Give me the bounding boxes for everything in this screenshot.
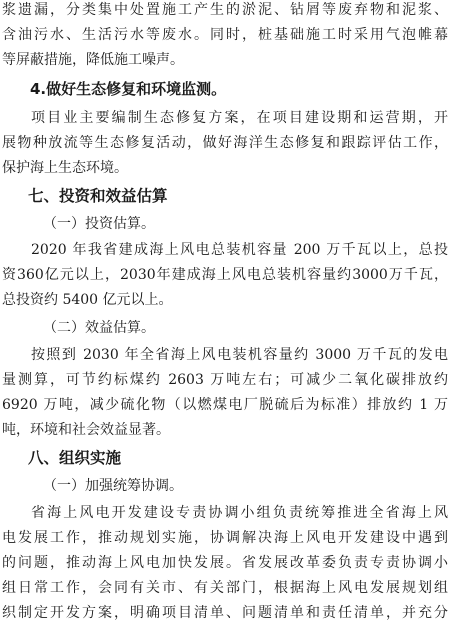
paragraph-line: 等屏蔽措施，降低施工噪声。 xyxy=(2,52,184,68)
paragraph-line: 总投资约 5400 亿元以上。 xyxy=(2,292,173,308)
paragraph-line: 浆遗漏，分类集中处置施工产生的淤泥、钻屑等废弃物和泥浆、 xyxy=(2,2,448,18)
paragraph-line: 电发展工作，推动规划实施，协调解决海上风电开发建设中遇到 xyxy=(2,530,448,546)
paragraph-line: 量测算，可节约标煤约 2603 万吨左右；可减少二氧化碳排放约 xyxy=(2,372,448,388)
paragraph-line: 的问题，推动海上风电加快发展。省发展改革委负责专责协调小 xyxy=(2,555,448,571)
paragraph-line: 资360亿元以上，2030年建成海上风电总装机容量约3000万千瓦， xyxy=(2,267,448,283)
paragraph-line: 保护海上生态环境。 xyxy=(2,160,128,176)
paragraph-line: 织制定开发方案，明确项目清单、问题清单和责任清单，并充分 xyxy=(2,605,448,621)
paragraph-line: 2020 年我省建成海上风电总装机容量 200 万千瓦以上，总投 xyxy=(31,242,448,258)
paragraph-line: 组日常工作，会同有关市、有关部门，根据海上风电发展规划组 xyxy=(2,580,448,596)
paragraph-line: 项目业主要编制生态修复方案，在项目建设期和运营期，开 xyxy=(31,110,448,126)
paragraph-line: 含油污水、生活污水等废水。同时，桩基础施工时采用气泡帷幕 xyxy=(2,27,448,43)
paragraph-line: 省海上风电开发建设专责协调小组负责统筹推进全省海上风 xyxy=(31,505,448,521)
section-subheading: 4.做好生态修复和环境监测。 xyxy=(30,80,227,98)
subsection-heading: （一）加强统筹协调。 xyxy=(43,478,183,494)
paragraph-line: 展物种放流等生态修复活动，做好海洋生态修复和跟踪评估工作， xyxy=(2,135,448,151)
paragraph-line: 吨，环境和社会效益显著。 xyxy=(2,422,170,438)
paragraph-line: 6920 万吨，减少硫化物（以燃煤电厂脱硫后为标准）排放约 1 万 xyxy=(2,397,448,413)
subsection-heading: （一）投资估算。 xyxy=(43,216,155,232)
section-heading: 七、投资和效益估算 xyxy=(28,187,168,205)
subsection-heading: （二）效益估算。 xyxy=(43,320,155,336)
paragraph-line: 按照到 2030 年全省海上风电装机容量约 3000 万千瓦的发电 xyxy=(31,347,448,363)
section-heading: 八、组织实施 xyxy=(28,449,122,467)
